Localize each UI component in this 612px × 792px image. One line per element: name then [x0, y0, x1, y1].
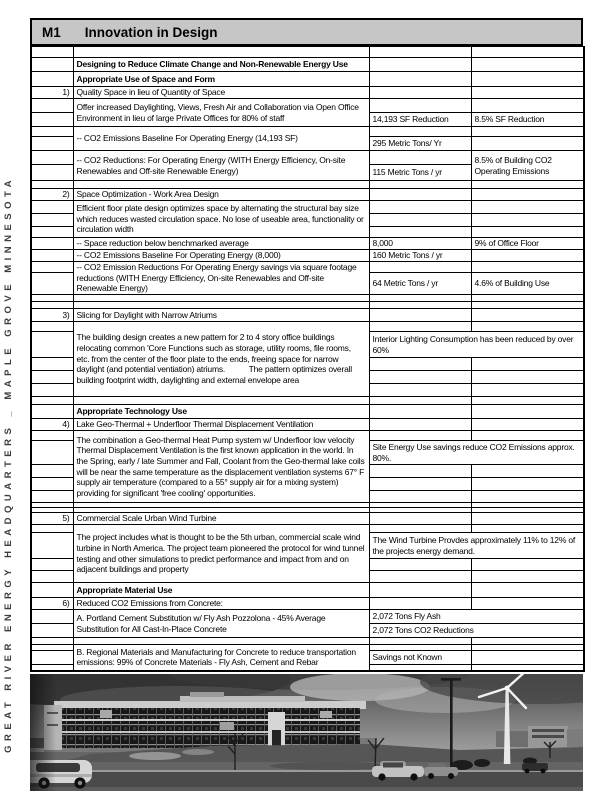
sidebar-vertical-caption	[3, 176, 25, 758]
empty-cell	[31, 58, 73, 72]
empty-cell	[31, 397, 73, 405]
empty-cell	[369, 322, 471, 332]
empty-cell	[31, 72, 73, 87]
empty-cell	[471, 295, 584, 302]
empty-cell	[31, 181, 73, 189]
empty-cell	[471, 371, 584, 384]
item-title: Commercial Scale Urban Wind Turbine	[73, 513, 369, 525]
item-description: B. Regional Materials and Manufacturing for Concrete to reduce transportation emissions: 99% of Concrete Materials - Fly Ash, Cement and Rebar	[73, 645, 369, 671]
empty-cell	[369, 72, 471, 87]
empty-cell	[369, 571, 471, 583]
empty-cell	[369, 371, 471, 384]
credit-header	[30, 18, 583, 46]
empty-cell	[369, 214, 471, 227]
empty-cell	[369, 58, 471, 72]
empty-cell	[31, 201, 73, 214]
table-row	[31, 405, 584, 419]
empty-cell	[369, 127, 471, 137]
empty-cell	[471, 405, 584, 419]
table-row	[31, 151, 584, 165]
result-note: Site Energy Use savings reduce CO2 Emissions approx. 80%.	[369, 441, 584, 465]
item-description: A. Portland Cement Substitution w/ Fly Ash Pozzolona - 45% Average Substitution for All Cast-In-Place Concrete	[73, 610, 369, 638]
item-number: 5)	[31, 513, 73, 525]
metric-value: 8.5% of Building CO2 Operating Emissions	[471, 151, 584, 181]
metric-value: 14,193 SF Reduction	[369, 113, 471, 127]
section-heading: Designing to Reduce Climate Change and Non-Renewable Energy Use	[73, 58, 369, 72]
empty-cell	[369, 87, 471, 99]
empty-cell	[471, 309, 584, 322]
empty-cell	[31, 431, 73, 441]
item-number: 4)	[31, 419, 73, 431]
empty-cell	[31, 533, 73, 559]
table-row	[31, 513, 584, 525]
empty-cell	[471, 214, 584, 227]
empty-cell	[73, 302, 369, 309]
empty-cell	[471, 99, 584, 113]
empty-cell	[73, 47, 369, 58]
empty-cell	[31, 583, 73, 598]
empty-cell	[369, 491, 471, 503]
empty-cell	[471, 513, 584, 525]
empty-cell	[471, 72, 584, 87]
empty-cell	[31, 405, 73, 419]
metric-value: 8.5% SF Reduction	[471, 113, 584, 127]
empty-cell	[369, 151, 471, 165]
metric-value: 9% of Office Floor	[471, 238, 584, 250]
empty-cell	[369, 302, 471, 309]
empty-cell	[31, 559, 73, 571]
empty-cell	[31, 322, 73, 332]
item-title: Quality Space in lieu of Quantity of Space	[73, 87, 369, 99]
empty-cell	[471, 262, 584, 273]
empty-cell	[471, 181, 584, 189]
empty-cell	[31, 214, 73, 227]
item-description: Offer increased Daylighting, Views, Fresh Air and Collaboration via Open Office Environment in lieu of large Private Offices for 80% of staff	[73, 99, 369, 127]
empty-cell	[369, 358, 471, 371]
metric-value: 64 Metric Tons / yr	[369, 273, 471, 295]
empty-cell	[31, 273, 73, 295]
empty-cell	[31, 384, 73, 397]
empty-cell	[471, 431, 584, 441]
empty-cell	[31, 127, 73, 137]
item-subline: -- CO2 Reductions: For Operating Energy (WITH Energy Efficiency, On-site Renewables and Off-site Renewable Energy)	[73, 151, 369, 181]
result-note: The Wind Turbine Provdes approximately 11% to 12% of the projects energy demand.	[369, 533, 584, 559]
empty-cell	[471, 651, 584, 665]
empty-cell	[31, 250, 73, 262]
empty-cell	[471, 87, 584, 99]
table-row	[31, 302, 584, 309]
table-row	[31, 419, 584, 431]
empty-cell	[471, 465, 584, 478]
empty-cell	[369, 405, 471, 419]
empty-cell	[31, 651, 73, 665]
empty-cell	[471, 419, 584, 431]
empty-cell	[471, 137, 584, 151]
empty-cell	[31, 47, 73, 58]
table-row	[31, 397, 584, 405]
item-number: 6)	[31, 598, 73, 610]
empty-cell	[471, 583, 584, 598]
empty-cell	[31, 371, 73, 384]
empty-cell	[471, 384, 584, 397]
table-row	[31, 583, 584, 598]
table-row	[31, 610, 584, 624]
metric-value: 2,072 Tons CO2 Reductions	[369, 624, 584, 638]
table-row	[31, 295, 584, 302]
table-row	[31, 181, 584, 189]
item-subline: -- Space reduction below benchmarked average	[73, 238, 369, 250]
metric-value: 2,072 Tons Fly Ash	[369, 610, 584, 624]
empty-cell	[471, 478, 584, 491]
item-description: The project includes what is thought to be the 5th urban, commercial scale wind turbine in North America. The project team pioneered the protocol for wind tunnel testing and other simulations to predict performance and impact from and on adjacent buildings and property	[73, 525, 369, 583]
empty-cell	[31, 227, 73, 238]
item-title: Space Optimization - Work Area Design	[73, 189, 369, 201]
empty-cell	[31, 441, 73, 465]
empty-cell	[369, 201, 471, 214]
empty-cell	[471, 58, 584, 72]
empty-cell	[471, 302, 584, 309]
empty-cell	[31, 332, 73, 358]
empty-cell	[471, 491, 584, 503]
table-row	[31, 47, 584, 58]
table-row	[31, 250, 584, 262]
empty-cell	[73, 295, 369, 302]
empty-cell	[471, 598, 584, 610]
table-row	[31, 127, 584, 137]
item-number: 1)	[31, 87, 73, 99]
table-row	[31, 525, 584, 533]
empty-cell	[31, 478, 73, 491]
table-row	[31, 322, 584, 332]
table-row	[31, 638, 584, 645]
empty-cell	[31, 238, 73, 250]
empty-cell	[31, 610, 73, 624]
table-row	[31, 58, 584, 72]
empty-cell	[31, 262, 73, 273]
empty-cell	[369, 227, 471, 238]
metric-value: 295 Metric Tons/ Yr	[369, 137, 471, 151]
empty-cell	[369, 525, 471, 533]
empty-cell	[73, 638, 369, 645]
item-subline: -- CO2 Emission Reductions For Operating Energy savings via square footage reductions (WITH Energy Efficiency, On-site Renewables and Off-site Renewable Energy)	[73, 262, 369, 295]
item-number: 3)	[31, 309, 73, 322]
empty-cell	[471, 127, 584, 137]
metric-value: 160 Metric Tons / yr	[369, 250, 471, 262]
empty-cell	[369, 295, 471, 302]
item-title: Reduced CO2 Emissions from Concrete:	[73, 598, 369, 610]
empty-cell	[471, 397, 584, 405]
empty-cell	[471, 638, 584, 645]
empty-cell	[471, 189, 584, 201]
result-note: Interior Lighting Consumption has been reduced by over 60%	[369, 332, 584, 358]
section-heading: Appropriate Material Use	[73, 583, 369, 598]
empty-cell	[369, 465, 471, 478]
item-subline: -- CO2 Emissions Baseline For Operating Energy (8,000)	[73, 250, 369, 262]
empty-cell	[471, 250, 584, 262]
table-row	[31, 431, 584, 441]
empty-cell	[369, 419, 471, 431]
empty-cell	[369, 309, 471, 322]
table-row	[31, 238, 584, 250]
empty-cell	[369, 47, 471, 58]
table-row	[31, 598, 584, 610]
section-heading: Appropriate Use of Space and Form	[73, 72, 369, 87]
empty-cell	[369, 583, 471, 598]
empty-cell	[369, 99, 471, 113]
empty-cell	[471, 227, 584, 238]
table-row	[31, 201, 584, 214]
empty-cell	[31, 525, 73, 533]
empty-cell	[31, 465, 73, 478]
empty-cell	[31, 624, 73, 638]
photo-left-shadow	[30, 674, 56, 791]
empty-cell	[471, 201, 584, 214]
metric-value: Savings not Known	[369, 651, 471, 665]
credit-code: M1	[42, 24, 61, 40]
item-subline: -- CO2 Emissions Baseline For Operating Energy (14,193 SF)	[73, 127, 369, 151]
sidebar-caption-text: GREAT RIVER ENERGY HEADQUARTERS _ MAPLE GROVE MINNESOTA	[3, 176, 14, 753]
empty-cell	[31, 302, 73, 309]
metric-value: 4.6% of Building Use	[471, 273, 584, 295]
empty-cell	[369, 598, 471, 610]
empty-cell	[471, 525, 584, 533]
empty-cell	[31, 137, 73, 151]
empty-cell	[369, 513, 471, 525]
empty-cell	[369, 262, 471, 273]
table-row	[31, 262, 584, 273]
item-title: Slicing for Daylight with Narrow Atriums	[73, 309, 369, 322]
empty-cell	[31, 665, 73, 671]
empty-cell	[31, 113, 73, 127]
empty-cell	[31, 151, 73, 165]
empty-cell	[369, 181, 471, 189]
empty-cell	[369, 478, 471, 491]
empty-cell	[369, 431, 471, 441]
page-title: Innovation in Design	[84, 24, 218, 40]
empty-cell	[31, 99, 73, 113]
photo-road	[30, 770, 583, 791]
empty-cell	[471, 358, 584, 371]
empty-cell	[31, 638, 73, 645]
empty-cell	[369, 559, 471, 571]
item-description: The building design creates a new pattern for 2 to 4 story office buildings relocating common 'Core Functions such as storage, utility rooms, file rooms, etc. from the center of the floor plate to the ends, freeing space for narrow daylight (and potential ventiation) atriums. The pattern optimizes overall building footprint width, daylighting and external envelope area	[73, 322, 369, 397]
empty-cell	[73, 181, 369, 189]
empty-cell	[471, 47, 584, 58]
metric-value: 8,000	[369, 238, 471, 250]
credit-table	[30, 46, 585, 672]
empty-cell	[471, 665, 584, 671]
building-photo	[30, 674, 583, 791]
item-description: Efficient floor plate design optimizes space by alternating the structural bay size which reduces wasted circulation space. No lose of useable area, functionality or circulation width	[73, 201, 369, 238]
item-title: Lake Geo-Thermal + Underfloor Thermal Displacement Ventilation	[73, 419, 369, 431]
empty-cell	[471, 559, 584, 571]
table-row	[31, 72, 584, 87]
table-row	[31, 189, 584, 201]
metric-value: 115 Metric Tons / yr	[369, 165, 471, 181]
empty-cell	[369, 189, 471, 201]
table-row	[31, 99, 584, 113]
table-row	[31, 87, 584, 99]
item-number: 2)	[31, 189, 73, 201]
empty-cell	[31, 571, 73, 583]
empty-cell	[31, 358, 73, 371]
empty-cell	[471, 571, 584, 583]
empty-cell	[31, 491, 73, 503]
empty-cell	[369, 384, 471, 397]
empty-cell	[369, 638, 471, 645]
table-row	[31, 309, 584, 322]
empty-cell	[369, 665, 471, 671]
empty-cell	[31, 295, 73, 302]
empty-cell	[471, 322, 584, 332]
item-description: The combination a Geo-thermal Heat Pump system w/ Underfloor low velocity Thermal Displacement Ventilation is the first known application in the world. In the Spring, early / late Summer and Fall, Coolant from the Geo-thermal lake coils will be near the same temperature as the displacement ventilation systems 67° F supply air temperature (compared to a 55° supply air for a mixing system) providing for significant 'free cooling' opportunities.	[73, 431, 369, 503]
section-heading: Appropriate Technology Use	[73, 405, 369, 419]
credit-sheet	[30, 18, 583, 791]
empty-cell	[31, 165, 73, 181]
empty-cell	[73, 397, 369, 405]
empty-cell	[369, 397, 471, 405]
